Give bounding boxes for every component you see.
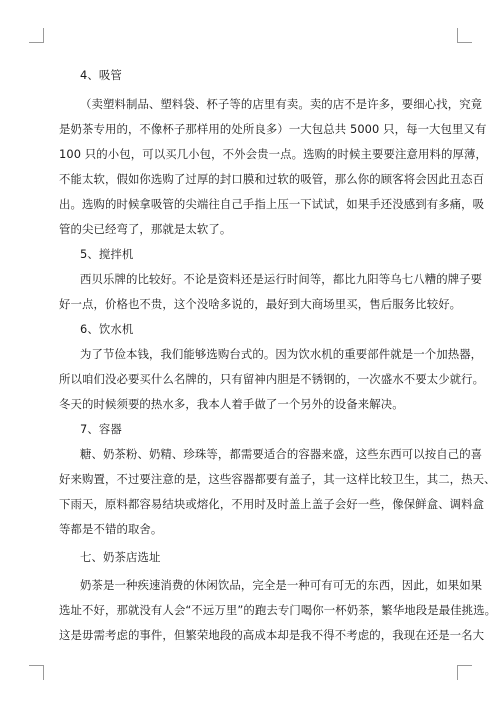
text-line: 选址不好，那就没有人会“不远万里”的跑去专门喝你一杯奶茶，繁华地段是最佳挑选。 xyxy=(59,603,497,617)
text-line: 好一点，价格也不贵，这个没啥多说的，最好到大商场里买，售后服务比较好。 xyxy=(59,297,462,311)
text-line: 冬天的时候须要的热水多，我本人着手做了一个另外的设备来解决。 xyxy=(59,397,404,411)
heading-blender: 5、搅拌机 xyxy=(80,247,134,261)
text-line: 好来购置，不过要注意的是，这些容器都要有盖子，其一这样比较卫生，其二，热天、 xyxy=(59,472,496,486)
text-line: 这是毋需考虑的事件，但繁荣地段的高成本却是我不得不考虑的，我现在还是一名大 xyxy=(59,628,485,642)
crop-mark-top-left xyxy=(29,28,44,43)
text-line: 奶茶是一种疾速消费的休闲饮品，完全是一种可有可无的东西，因此，如果如果 xyxy=(80,578,483,592)
heading-straw: 4、吸管 xyxy=(80,68,122,82)
text-line: 出。选购的时候拿吸管的尖端往自己手指上压一下试试，如果手还没感到有多痛，吸 xyxy=(59,197,485,211)
heading-containers: 7、容器 xyxy=(80,422,122,436)
heading-store-location: 七、奶茶店选址 xyxy=(80,550,161,564)
text-line: （卖塑料制品、塑料袋、杯子等的店里有卖。卖的店不是许多，要细心找，究竟 xyxy=(80,97,483,111)
crop-mark-bottom-left xyxy=(29,665,44,680)
text-line: 西贝乐牌的比较好。不论是资料还是运行时间等，都比九阳等乌七八糟的牌子要 xyxy=(80,272,483,286)
text-line: 100 只的小包，可以买几小包，不外会贵一点。选购的时候主要要注意用料的厚薄， xyxy=(59,147,487,161)
text-line: 下雨天，原料都容易结块或熔化，不用时及时盖上盖子会好一些，像保鲜盒、调料盒 xyxy=(59,497,485,511)
text-line: 是奶茶专用的，不像杯子那样用的处所良多）一大包总共 5000 只，每一大包里又有 xyxy=(59,122,487,136)
text-line: 所以咱们没必要买什么名牌的，只有留神内胆是不锈钢的，一次盛水不要太少就行。 xyxy=(59,372,485,386)
text-line: 管的尖已经弯了，那就是太软了。 xyxy=(59,222,232,236)
text-line: 等都是不错的取舍。 xyxy=(59,522,163,536)
text-line: 不能太软，假如你选购了过厚的封口膜和过软的吸管，那么你的顾客将会因此丑态百 xyxy=(59,172,485,186)
text-line: 为了节俭本钱，我们能够选购台式的。因为饮水机的重要部件就是一个加热器， xyxy=(80,347,483,361)
crop-mark-bottom-right xyxy=(457,665,472,680)
crop-mark-top-right xyxy=(457,28,472,43)
heading-water-dispenser: 6、饮水机 xyxy=(80,322,134,336)
text-line: 糖、奶茶粉、奶精、珍珠等，都需要适合的容器来盛，这些东西可以按自己的喜 xyxy=(80,447,483,461)
